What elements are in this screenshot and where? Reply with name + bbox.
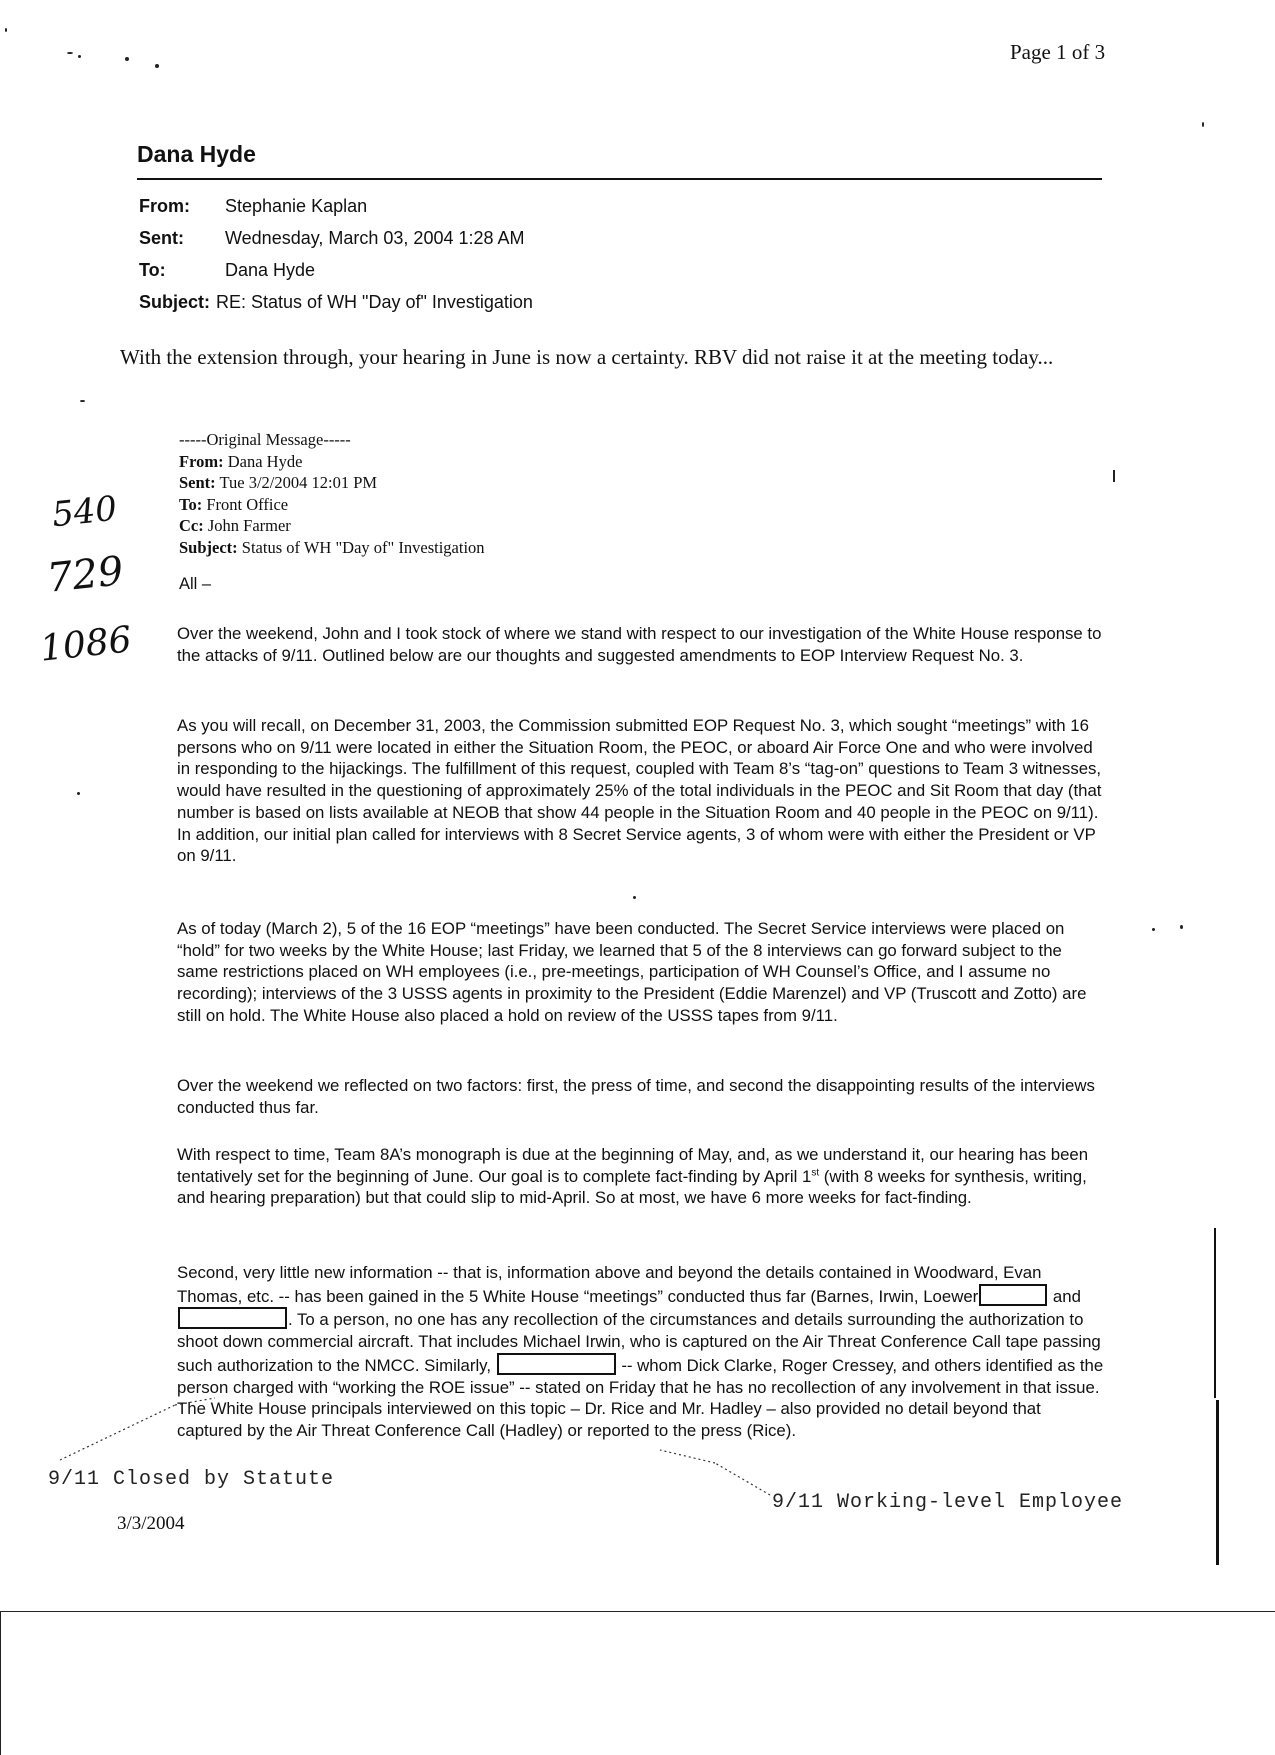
- scan-margin-mark: [1216, 1400, 1219, 1565]
- ordinal-suffix: st: [811, 1167, 820, 1179]
- scan-speck: [1180, 925, 1183, 929]
- original-subject-value: Status of WH "Day of" Investigation: [241, 537, 485, 557]
- scan-margin-mark: [1214, 1228, 1216, 1398]
- paragraph-text: Second, very little new information -- that is, information above and beyond the details contained in Woodward, Evan Thomas, etc. -- has been gained in the 5 White House “meetings” conducted thus far (Barnes, Irwin, Loewer: [177, 1263, 1042, 1306]
- original-subject-label: Subject:: [179, 537, 238, 557]
- original-to-label: To:: [179, 494, 203, 514]
- original-from-label: From:: [179, 451, 224, 471]
- original-from-value: Dana Hyde: [227, 451, 303, 471]
- leader-line: [60, 1405, 175, 1460]
- recipient-title: Dana Hyde: [137, 141, 256, 167]
- original-to-value: Front Office: [206, 494, 289, 514]
- original-cc-value: John Farmer: [207, 516, 291, 535]
- paragraph-text: and: [1048, 1286, 1081, 1306]
- header-sent-value: Wednesday, March 03, 2004 1:28 AM: [225, 228, 525, 248]
- reply-body: With the extension through, your hearing in June is now a certainty. RBV did not raise it at the meeting today...: [120, 345, 1054, 369]
- scan-speck: [1152, 928, 1155, 931]
- scan-speck: [1202, 122, 1204, 127]
- leader-line: [660, 1450, 715, 1463]
- body-paragraph: Over the weekend we reflected on two factors: first, the press of time, and second the disappointing results of the interviews conducted thus far.: [177, 1076, 1095, 1117]
- original-sent-label: Sent:: [179, 473, 216, 492]
- header-from-label: From:: [139, 196, 190, 216]
- scan-speck: [633, 896, 636, 899]
- handwritten-note: 1086: [38, 619, 134, 670]
- scan-speck: [5, 28, 7, 32]
- paragraph-text: . To a person, no one has any recollection of the circumstances and details surrounding the authorization to shoot down commercial aircraft. That includes Michael Irwin, who is captured on the Air Threat Conference Call tape passing such authorization to the NMCC. Similarly,: [177, 1310, 1101, 1375]
- exemption-stamp-employee: 9/11 Working-level Employee: [772, 1491, 1124, 1514]
- leader-line: [715, 1463, 770, 1495]
- leader-line: [175, 1398, 215, 1405]
- paragraph-text: With respect to time, Team 8A’s monograph is due at the beginning of May, and, as we understand it, our hearing has been tentatively set for the beginning of June. Our goal is to complete fact-finding by April 1: [177, 1145, 1089, 1186]
- scan-bottom-edge: [0, 1611, 1275, 1612]
- document-date: 3/3/2004: [117, 1513, 185, 1534]
- paragraph-text: -- whom Dick Clarke, Roger Cressey, and others identified as the person charged with “working the ROE issue” -- stated on Friday that he has no recollection of any involvement in that issue. The White House principals interviewed on this topic – Dr. Rice and Mr. Hadley – also provided no detail beyond that captured by the Air Threat Conference Call (Hadley) or reported to the press (Rice).: [177, 1355, 1104, 1440]
- original-divider: -----Original Message-----: [179, 430, 351, 449]
- original-sent-value: Tue 3/2/2004 12:01 PM: [219, 473, 378, 492]
- scan-speck: [1113, 470, 1115, 482]
- paragraph-text: (with 8 weeks for synthesis, writing, and hearing preparation) but that could slip to mid-April. So at most, we have 6 more weeks for fact-finding.: [177, 1166, 1087, 1208]
- body-paragraph: As you will recall, on December 31, 2003, the Commission submitted EOP Request No. 3, which sought “meetings” with 16 persons who on 9/11 were located in either the Situation Room, the PEOC, or aboard Air Force One and who were involved in responding to the hijackings. The fulfillment of this request, coupled with Team 8’s “tag-on” questions to Team 3 witnesses, would have resulted in the questioning of approximately 25% of the total individuals in the PEOC and Sit Room that day (that number is based on lists available at NEOB that show 44 people in the Situation Room and 40 people in the PEOC on 9/11). In addition, our initial plan called for interviews with 8 Secret Service agents, 3 of whom were with either the President or VP on 9/11.: [177, 716, 1102, 866]
- header-to-value: Dana Hyde: [225, 260, 316, 280]
- scan-speck: [125, 57, 129, 61]
- original-cc-label: Cc:: [179, 516, 204, 535]
- scan-speck: [80, 400, 85, 402]
- exemption-stamp-closed: 9/11 Closed by Statute: [48, 1468, 335, 1491]
- header-subject-value: RE: Status of WH "Day of" Investigation: [216, 292, 533, 312]
- header-subject-label: Subject:: [139, 292, 211, 312]
- page-number: Page 1 of 3: [1010, 40, 1106, 64]
- scan-speck: [155, 64, 159, 68]
- body-paragraph: Over the weekend, John and I took stock of where we stand with respect to our investigation of the White House response to the attacks of 9/11. Outlined below are our thoughts and suggested amendments to EOP Interview Request No. 3.: [177, 624, 1102, 665]
- scan-speck: [77, 792, 80, 795]
- body-paragraph: As of today (March 2), 5 of the 16 EOP “meetings” have been conducted. The Secret Service interviews were placed on “hold” for two weeks by the White House; last Friday, we learned that 5 of the 8 interviews can go forward subject to the same restrictions placed on WH employees (i.e., pre-meetings, participation of WH Counsel’s Office, and I assume no recording); interviews of the 3 USSS agents in proximity to the President (Eddie Marenzel) and VP (Truscott and Zotto) are still on hold. The White House also placed a hold on review of the USSS tapes from 9/11.: [177, 919, 1087, 1025]
- handwritten-note: 540: [50, 488, 119, 536]
- handwritten-note: 729: [44, 548, 126, 602]
- scan-left-edge: [0, 1611, 1, 1755]
- header-from-value: Stephanie Kaplan: [225, 196, 368, 216]
- scan-speck: [67, 52, 73, 54]
- header-to-label: To:: [139, 260, 166, 280]
- salutation: All –: [179, 575, 212, 593]
- scan-speck: [78, 55, 81, 58]
- header-sent-label: Sent:: [139, 228, 184, 248]
